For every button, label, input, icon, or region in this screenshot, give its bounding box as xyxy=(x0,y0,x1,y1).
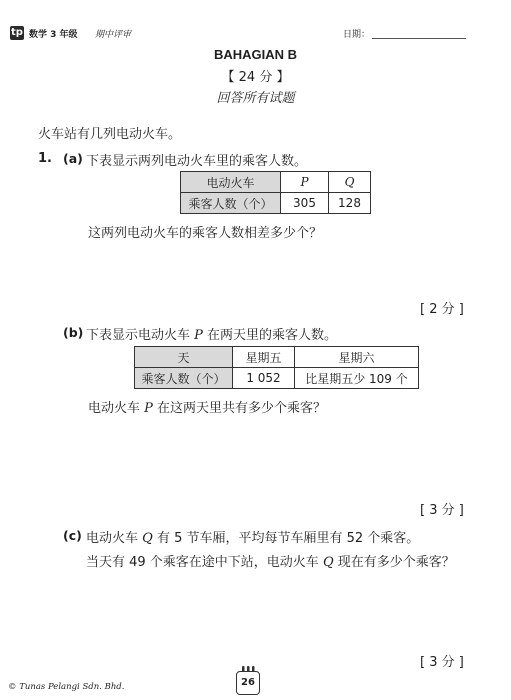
publisher-logo: tp xyxy=(11,27,23,38)
part-b-text-post: 在两天里的乘客人数。 xyxy=(202,328,338,343)
table-cell: 比星期五少 109 个 xyxy=(295,368,419,389)
table-row-label: 乘客人数（个） xyxy=(135,368,233,389)
part-b-text-pre: 下表显示电动火车 xyxy=(86,328,195,343)
table-row-label: 乘客人数（个） xyxy=(181,193,281,214)
table-cell: 305 xyxy=(281,193,329,214)
table-row xyxy=(135,368,419,389)
part-a-label: (a) xyxy=(63,151,83,166)
part-a-text: 下表显示两列电动火车里的乘客人数。 xyxy=(86,154,308,169)
part-a-prompt: 这两列电动火车的乘客人数相差多少个？ xyxy=(88,226,323,241)
part-a-table xyxy=(180,171,371,214)
header-exam-type: 期中评审 xyxy=(95,30,132,40)
part-b-table xyxy=(134,346,419,389)
part-b-text xyxy=(86,324,337,343)
table-header-cell: Q xyxy=(329,172,371,193)
part-c-label: (c) xyxy=(63,528,82,543)
part-a-marks: [ 2 分 ] xyxy=(420,302,464,317)
date-label: 日期： xyxy=(343,30,371,40)
section-total-marks: 【 24 分 】 xyxy=(221,70,290,85)
table-row xyxy=(135,347,419,368)
question-number: 1. xyxy=(38,151,52,166)
table-row xyxy=(181,172,371,193)
table-header-cell: 星期五 xyxy=(233,347,295,368)
part-b-label: (b) xyxy=(63,325,84,340)
section-instruction: 回答所有试题 xyxy=(216,91,295,106)
part-c-line2 xyxy=(86,551,455,570)
table-row xyxy=(181,193,371,214)
part-b-prompt-post: 在这两天里共有多少个乘客？ xyxy=(152,401,327,416)
train-name: P xyxy=(144,401,153,416)
part-c-line2-post: 现在有多少个乘客？ xyxy=(333,555,455,570)
table-header-cell: 天 xyxy=(135,347,233,368)
part-b-marks: [ 3 分 ] xyxy=(420,503,464,518)
table-cell: 128 xyxy=(329,193,371,214)
part-c-line1 xyxy=(86,527,419,546)
table-header-cell: P xyxy=(281,172,329,193)
part-c-marks: [ 3 分 ] xyxy=(420,655,464,670)
table-header-cell: 星期六 xyxy=(295,347,419,368)
copyright-notice: © Tunas Pelangi Sdn. Bhd. xyxy=(8,682,125,692)
date-fill-line[interactable] xyxy=(372,38,466,39)
part-c-line1-post: 有 5 节车厢，平均每节车厢里有 52 个乘客。 xyxy=(152,531,420,546)
page-number: 26 xyxy=(236,671,260,695)
table-header-cell: 电动火车 xyxy=(181,172,281,193)
header-subject: 数学 3 年级 xyxy=(29,30,78,40)
part-b-prompt-pre: 电动火车 xyxy=(88,401,145,416)
train-name: P xyxy=(194,328,203,343)
question-intro: 火车站有几列电动火车。 xyxy=(38,127,182,142)
part-c-line2-pre: 当天有 49 个乘客在途中下站，电动火车 xyxy=(86,555,323,570)
train-name: Q xyxy=(322,555,334,570)
train-name: Q xyxy=(142,531,153,546)
part-b-prompt xyxy=(88,397,326,416)
part-c-line1-pre: 电动火车 xyxy=(86,531,143,546)
table-cell: 1 052 xyxy=(233,368,295,389)
section-title: BAHAGIAN B xyxy=(213,47,298,62)
